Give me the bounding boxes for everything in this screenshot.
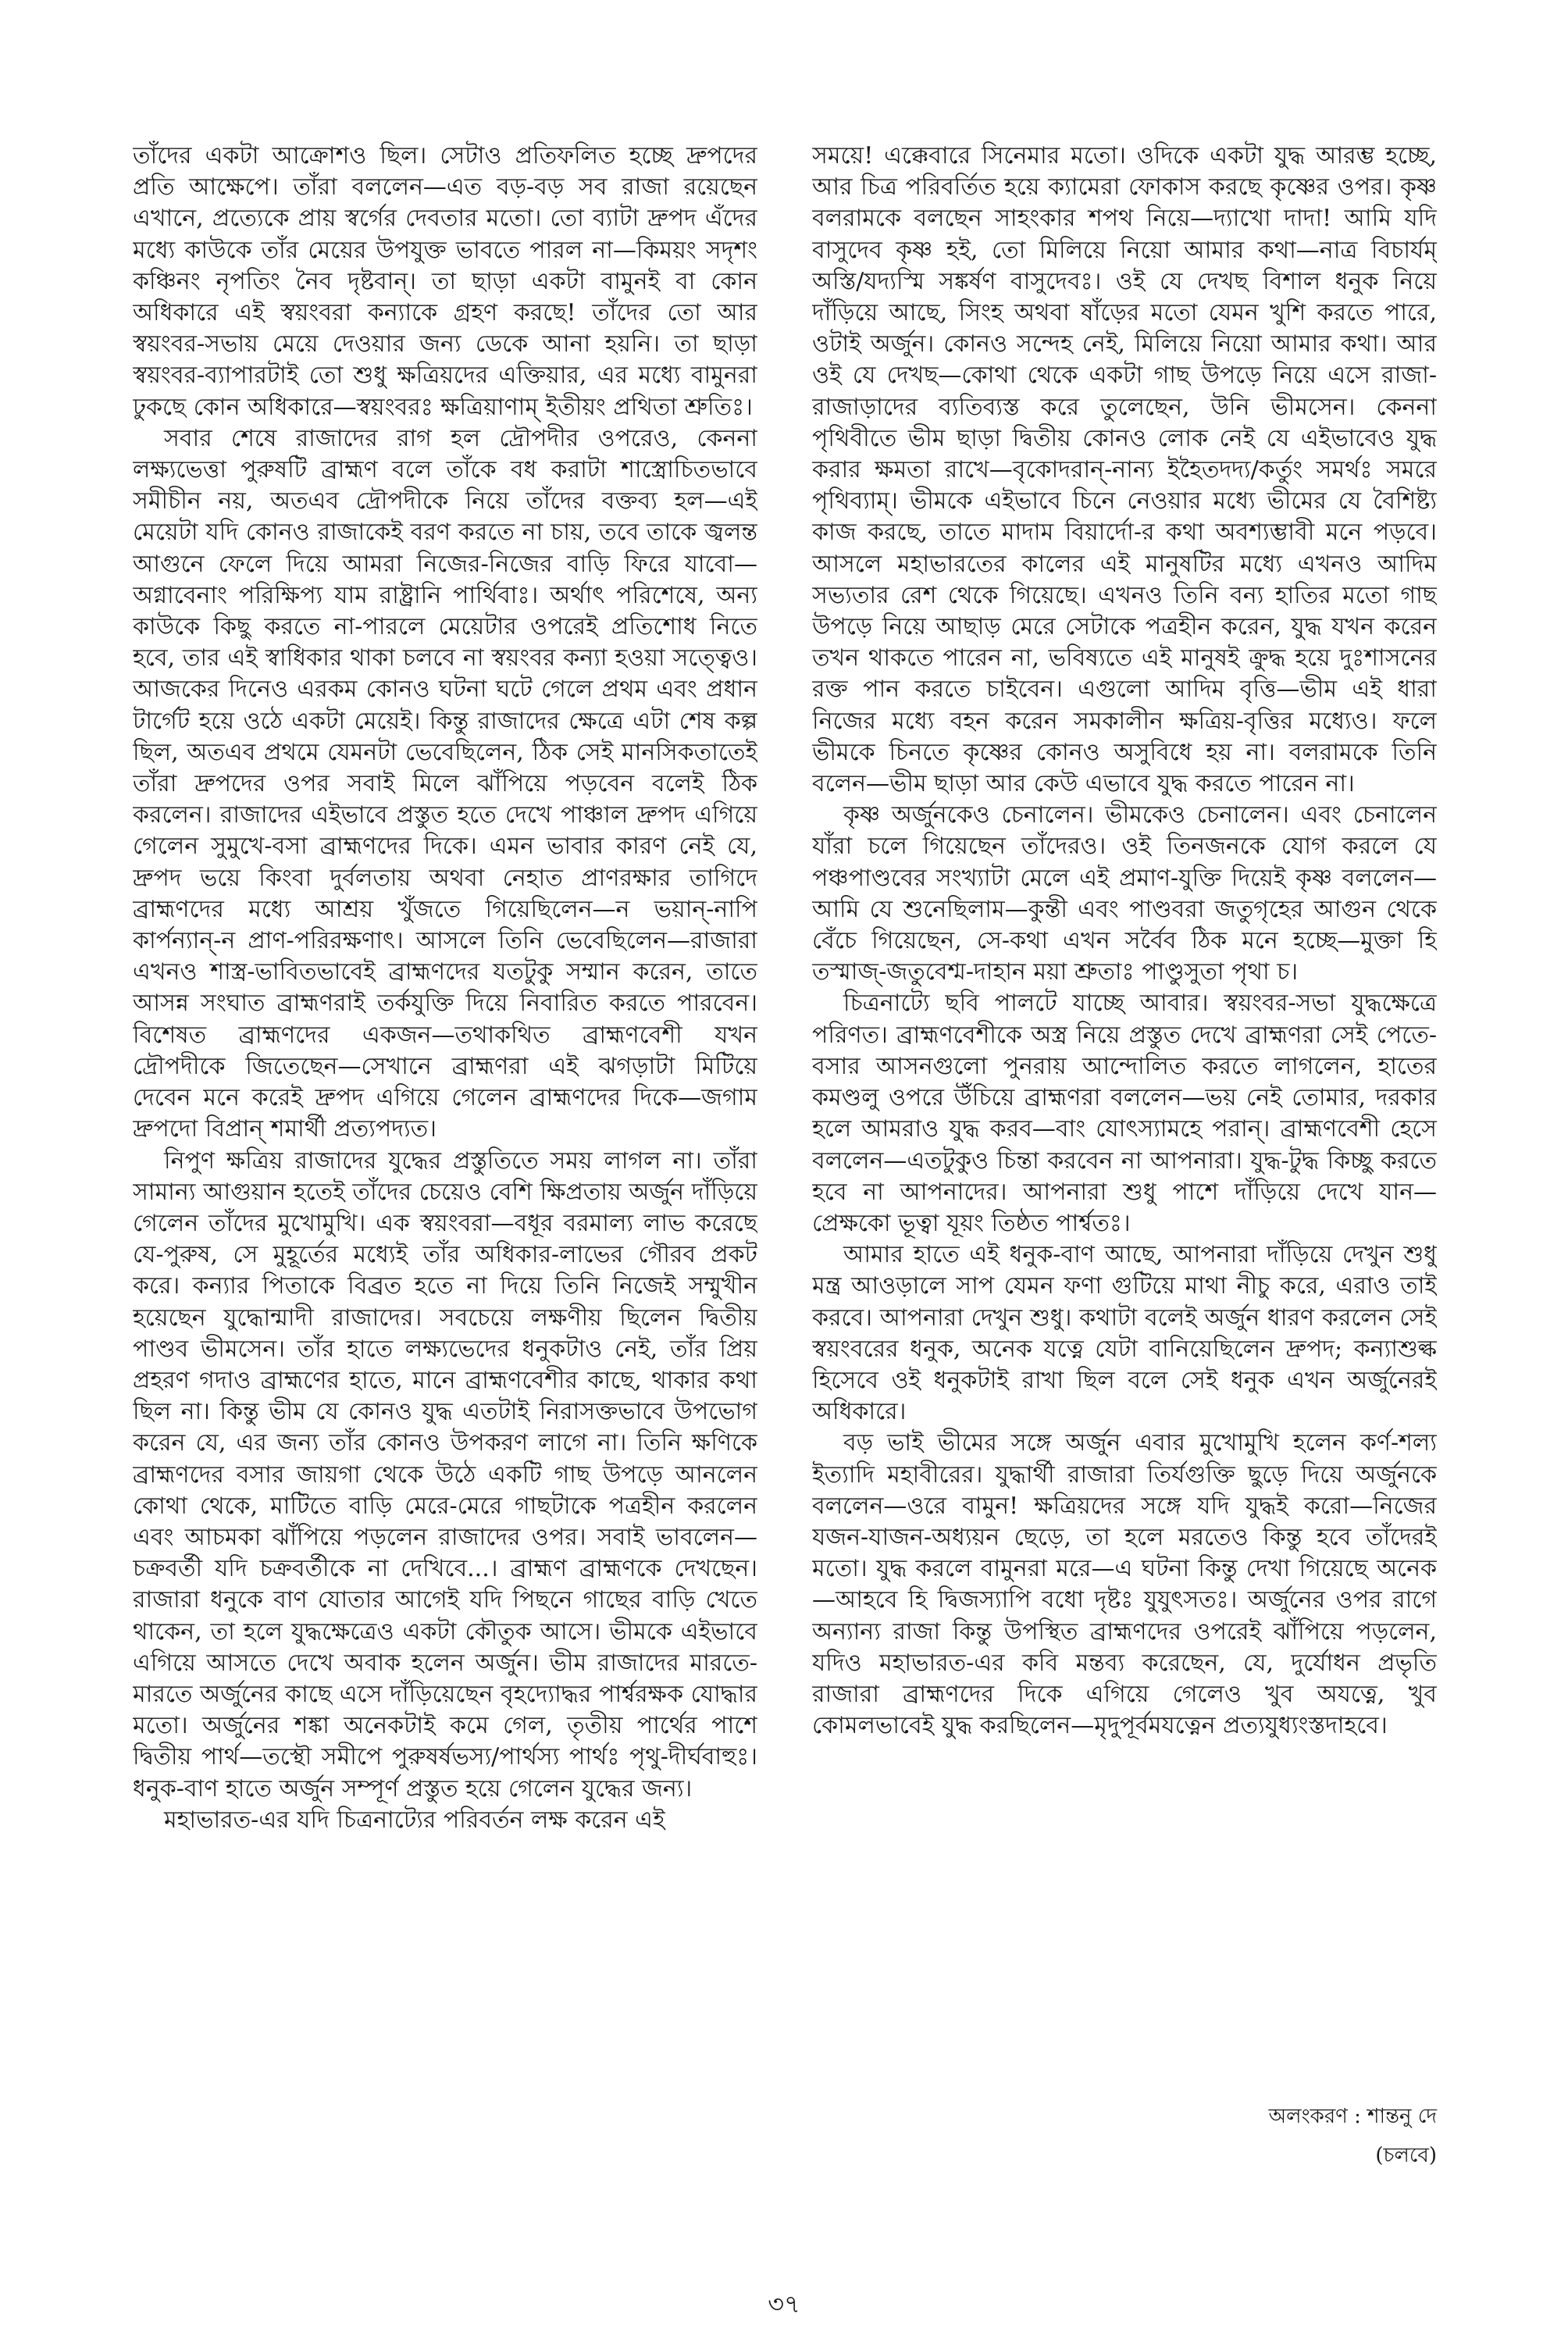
paragraph: তাঁদের একটা আক্রোশও ছিল। সেটাও প্রতিফলিত হচ্ছে দ্রুপদের প্রতি আক্ষেপে। তাঁরা বললেন—এত বড়-বড় সব রাজা রয়েছেন এখানে, প্রত্যেকে প্রায় স্বর্গের দেবতার মতো। তো ব্যাটা দ্রুপদ এঁদের মধ্যে কাউকে তাঁর মেয়ের উপযুক্ত ভাবতে পারল না—কিময়ং সদৃশং কঞ্চিনং নৃপতিং নৈব দৃষ্টবান্। তা ছাড়া একটা বামুনই বা কোন অধিকারে এই স্বয়ংবরা কন্যাকে গ্রহণ করছে! তাঁদের তো আর স্বয়ংবর-সভায় মেয়ে দেওয়ার জন্য ডেকে আনা হয়নি। তা ছাড়া স্বয়ংবর-ব্যাপারটাই তো শুধু ক্ষত্রিয়দের এক্তিয়ার, এর মধ্যে বামুনরা ঢুকছে কোন অধিকারে—স্বয়ংবরঃ ক্ষত্রিয়াণাম্ ইতীয়ং প্রথিতা শ্রুতিঃ। — [133, 142, 757, 421]
paragraph: নিপুণ ক্ষত্রিয় রাজাদের যুদ্ধের প্রস্তুতিতে সময় লাগল না। তাঁরা সামান্য আগুয়ান হতেই তাঁদের চেয়েও বেশি ক্ষিপ্রতায় অর্জুন দাঁড়িয়ে গেলেন তাঁদের মুখোমুখি। এক স্বয়ংবরা—বধূর বরমাল্য লাভ করেছে যে-পুরুষ, সে মুহূর্তের মধ্যেই তাঁর অধিকার-লাভের গৌরব প্রকট করে। কন্যার পিতাকে বিব্রত হতে না দিয়ে তিনি নিজেই সম্মুখীন হয়েছেন যুদ্ধোন্মাদী রাজাদের। সবচেয়ে লক্ষণীয় ছিলেন দ্বিতীয় পাণ্ডব ভীমসেন। তাঁর হাতে লক্ষ্যভেদের ধনুকটাও নেই, তাঁর প্রিয় প্রহরণ গদাও ব্রাহ্মণের হাতে, মানে ব্রাহ্মণবেশীর কাছে, থাকার কথা ছিল না। কিন্তু ভীম যে কোনও যুদ্ধ এতটাই নিরাসক্তভাবে উপভোগ করেন যে, এর জন্য তাঁর কোনও উপকরণ লাগে না। তিনি ক্ষণিকে ব্রাহ্মণদের বসার জায়গা থেকে উঠে একটি গাছ উপড়ে আনলেন কোথা থেকে, মাটিতে বাড়ি মেরে-মেরে গাছটাকে পত্রহীন করলেন এবং আচমকা ঝাঁপিয়ে পড়লেন রাজাদের ওপর। সবাই ভাবলেন—চক্রবর্তী যদি চক্রবর্তীকে না দেখিবে...। ব্রাহ্মণ ব্রাহ্মণকে দেখছেন। রাজারা ধনুকে বাণ যোতার আগেই যদি পিছনে গাছের বাড়ি খেতে থাকেন, তা হলে যুদ্ধক্ষেত্রেও একটা কৌতুক আসে। ভীমকে এইভাবে এগিয়ে আসতে দেখে অবাক হলেন অর্জুন। ভীম রাজাদের মারতে-মারতে অর্জুনের কাছে এসে দাঁড়িয়েছেন বৃহদ্যোদ্ধর পার্শ্বরক্ষক যোদ্ধার মতো। অর্জুনের শঙ্কা অনেকটাই কমে গেল, তৃতীয় পার্থের পাশে দ্বিতীয় পার্থ—তস্থৌ সমীপে পুরুষর্ষভস্য/পার্থস্য পার্থঃ পৃথু-দীর্ঘবাহুঃ। ধনুক-বাণ হাতে অর্জুন সম্পূর্ণ প্রস্তুত হয়ে গেলেন যুদ্ধের জন্য। — [133, 1146, 757, 1803]
left-text-column — [133, 141, 757, 2202]
paragraph: আমার হাতে এই ধনুক-বাণ আছে, আপনারা দাঁড়িয়ে দেখুন শুধু মন্ত্র আওড়ালে সাপ যেমন ফণা গুটিয়ে মাথা নীচু করে, এরাও তাই করবে। আপনারা দেখুন শুধু। কথাটা বলেই অর্জুন ধারণ করলেন সেই স্বয়ংবরের ধনুক, অনেক যত্নে যেটা বানিয়েছিলেন দ্রুপদ; কন্যাশুল্ক হিসেবে ওই ধনুকটাই রাখা ছিল বলে সেই ধনুক এখন অর্জুনেরই অধিকারে। — [812, 1241, 1437, 1426]
paragraph: বড় ভাই ভীমের সঙ্গে অর্জুন এবার মুখোমুখি হলেন কর্ণ-শল্য ইত্যাদি মহাবীরের। যুদ্ধার্থী রাজারা তির্যগুক্তি ছুড়ে দিয়ে অর্জুনকে বললেন—ওরে বামুন! ক্ষত্রিয়দের সঙ্গে যদি যুদ্ধই করো—নিজের যজন-যাজন-অধ্যয়ন ছেড়ে, তা হলে মরতেও কিন্তু হবে তাঁদেরই মতো। যুদ্ধ করলে বামুনরা মরে—এ ঘটনা কিন্তু দেখা গিয়েছে অনেক—আহবে হি দ্বিজস্যাপি বধো দৃষ্টঃ যুযুৎসতঃ। অর্জুনের ওপর রাগে অন্যান্য রাজা কিন্তু উপস্থিত ব্রাহ্মণদের ওপরেই ঝাঁপিয়ে পড়লেন, যদিও মহাভারত-এর কবি মন্তব্য করেছেন, যে, দুর্যোধন প্রভৃতি রাজারা ব্রাহ্মণদের দিকে এগিয়ে গেলেও খুব অযত্নে, খুব কোমলভাবেই যুদ্ধ করছিলেন—মৃদুপূর্বমযত্নেন প্রত্যযুধ্যংস্তদাহবে। — [812, 1429, 1437, 1740]
paragraph: মহাভারত-এর যদি চিত্রনাট্যের পরিবর্তন লক্ষ করেন এই — [164, 1806, 665, 1834]
page-number: ৩৭ — [768, 2289, 800, 2319]
paragraph: কৃষ্ণ অর্জুনকেও চেনালেন। ভীমকেও চেনালেন। এবং চেনালেন যাঁরা চলে গিয়েছেন তাঁদেরও। ওই তিনজনকে যোগ করলে যে পঞ্চপাণ্ডবের সংখ্যাটা মেলে এই প্রমাণ-যুক্তি দিয়েই কৃষ্ণ বললেন—আমি যে শুনেছিলাম—কুন্তী এবং পাণ্ডবরা জতুগৃহের আগুন থেকে বেঁচে গিয়েছেন, সে-কথা এখন সর্বৈব ঠিক মনে হচ্ছে—মুক্তা হি তস্মাজ্-জতুবেশ্ম-দাহান ময়া শ্রুতাঃ পাণ্ডুসুতা পৃথা চ। — [812, 801, 1437, 986]
paragraph: সবার শেষে রাজাদের রাগ হল দ্রৌপদীর ওপরেও, কেননা লক্ষ্যভেত্তা পুরুষটি ব্রাহ্মণ বলে তাঁকে বধ করাটা শাস্ত্রোচিতভাবে সমীচীন নয়, অতএব দ্রৌপদীকে নিয়ে তাঁদের বক্তব্য হল—এই মেয়েটা যদি কোনও রাজাকেই বরণ করতে না চায়, তবে তাকে জ্বলন্ত আগুনে ফেলে দিয়ে আমরা নিজের-নিজের বাড়ি ফিরে যাবো—অগ্নাবেনাং পরিক্ষিপ্য যাম রাষ্ট্রানি পার্থিবাঃ। অর্থাৎ পরিশেষে, অন্য কাউকে কিছু করতে না-পারলে মেয়েটার ওপরেই প্রতিশোধ নিতে হবে, তার এই স্বাধিকার থাকা চলবে না স্বয়ংবর কন্যা হওয়া সত্ত্বেও। আজকের দিনেও এরকম কোনও ঘটনা ঘটে গেলে প্রথম এবং প্রধান টার্গেট হয়ে ওঠে একটা মেয়েই। কিন্তু রাজাদের ক্ষেত্রে এটা শেষ কল্প ছিল, অতএব প্রথমে যেমনটা ভেবেছিলেন, ঠিক সেই মানসিকতাতেই তাঁরা দ্রুপদের ওপর সবাই মিলে ঝাঁপিয়ে পড়বেন বলেই ঠিক করলেন। রাজাদের এইভাবে প্রস্তুত হতে দেখে পাঞ্চাল দ্রুপদ এগিয়ে গেলেন সুমুখে-বসা ব্রাহ্মণদের দিকে। এমন ভাবার কারণ নেই যে, দ্রুপদ ভয়ে কিংবা দুর্বলতায় অথবা নেহাত প্রাণরক্ষার তাগিদে ব্রাহ্মণদের মধ্যে আশ্রয় খুঁজতে গিয়েছিলেন—ন ভয়ান্-নাপি কার্পন্যান্-ন প্রাণ-পরিরক্ষণাৎ। আসলে তিনি ভেবেছিলেন—রাজারা এখনও শাস্ত্র-ভাবিতভাবেই ব্রাহ্মণদের যতটুকু সম্মান করেন, তাতে আসন্ন সংঘাত ব্রাহ্মণরাই তর্কযুক্তি দিয়ে নিবারিত করতে পারবেন। বিশেষত ব্রাহ্মণদের একজন—তথাকথিত ব্রাহ্মণবেশী যখন দ্রৌপদীকে জিতেছেন—সেখানে ব্রাহ্মণরা এই ঝগড়াটা মিটিয়ে দেবেন মনে করেই দ্রুপদ এগিয়ে গেলেন ব্রাহ্মণদের দিকে—জগাম দ্রুপদো বিপ্রান্ শমার্থী প্রত্যপদ্যত। — [133, 424, 757, 1143]
paragraph: সময়ে! এক্কেবারে সিনেমার মতো। ওদিকে একটা যুদ্ধ আরম্ভ হচ্ছে, আর চিত্র পরিবর্তিত হয়ে ক্যামেরা ফোকাস করছে কৃষ্ণের ওপর। কৃষ্ণ বলরামকে বলছেন সাহংকার শপথ নিয়ে—দ্যাখো দাদা! আমি যদি বাসুদেব কৃষ্ণ হই, তো মিলিয়ে নিয়ো আমার কথা—নাত্র বিচার্যম্ অস্তি/যদ্যস্মি সঙ্কর্ষণ বাসুদেবঃ। ওই যে দেখছ বিশাল ধনুক নিয়ে দাঁড়িয়ে আছে, সিংহ অথবা ষাঁড়ের মতো যেমন খুশি করতে পারে, ওটাই অর্জুন। কোনও সন্দেহ নেই, মিলিয়ে নিয়ো আমার কথা। আর ওই যে দেখছ—কোথা থেকে একটা গাছ উপড়ে নিয়ে এসে রাজা-রাজাড়াদের ব্যতিব্যস্ত করে তুলেছেন, উনি ভীমসেন। কেননা পৃথিবীতে ভীম ছাড়া দ্বিতীয় কোনও লোক নেই যে এইভাবেও যুদ্ধ করার ক্ষমতা রাখে—বৃকোদরান্-নান্য ইহৈতদদ্য/কর্তুং সমর্থঃ সমরে পৃথিব্যাম্। ভীমকে এইভাবে চিনে নেওয়ার মধ্যে ভীমের যে বৈশিষ্ট্য কাজ করছে, তাতে মাদাম বিয়ার্দো-র কথা অবশ্যম্ভাবী মনে পড়বে। আসলে মহাভারতের কালের এই মানুষটির মধ্যে এখনও আদিম সভ্যতার রেশ থেকে গিয়েছে। এখনও তিনি বন্য হাতির মতো গাছ উপড়ে নিয়ে আছাড় মেরে সেটাকে পত্রহীন করেন, যুদ্ধ যখন করেন তখন থাকতে পারেন না, ভবিষ্যতে এই মানুষই ক্রুদ্ধ হয়ে দুঃশাসনের রক্ত পান করতে চাইবেন। এগুলো আদিম বৃত্তি—ভীম এই ধারা নিজের মধ্যে বহন করেন সমকালীন ক্ষত্রিয়-বৃত্তির মধ্যেও। ফলে ভীমকে চিনতে কৃষ্ণের কোনও অসুবিধে হয় না। বলরামকে তিনি বলেন—ভীম ছাড়া আর কেউ এভাবে যুদ্ধ করতে পারেন না। — [812, 142, 1437, 798]
right-text-column — [812, 141, 1437, 2046]
illustration-credit: অলংকরণ : শান্তনু দে — [1268, 2105, 1437, 2128]
paragraph: চিত্রনাট্যে ছবি পালটে যাচ্ছে আবার। স্বয়ংবর-সভা যুদ্ধক্ষেত্রে পরিণত। ব্রাহ্মণবেশীকে অস্ত্র নিয়ে প্রস্তুত দেখে ব্রাহ্মণরা সেই পেতে-বসার আসনগুলো পুনরায় আন্দোলিত করতে লাগলেন, হাতের কমণ্ডলু ওপরে উঁচিয়ে ব্রাহ্মণরা বললেন—ভয় নেই তোমার, দরকার হলে আমরাও যুদ্ধ করব—বাং যোৎস্যামহে পরান্। ব্রাহ্মণবেশী হেসে বললেন—এতটুকুও চিন্তা করবেন না আপনারা। যুদ্ধ-টুদ্ধ কিচ্ছু করতে হবে না আপনাদের। আপনারা শুধু পাশে দাঁড়িয়ে দেখে যান—প্রেক্ষকো ভূত্বা যূয়ং তিষ্ঠত পার্শ্বতঃ। — [812, 990, 1437, 1237]
to-be-continued-note: (চলবে) — [1375, 2144, 1437, 2167]
